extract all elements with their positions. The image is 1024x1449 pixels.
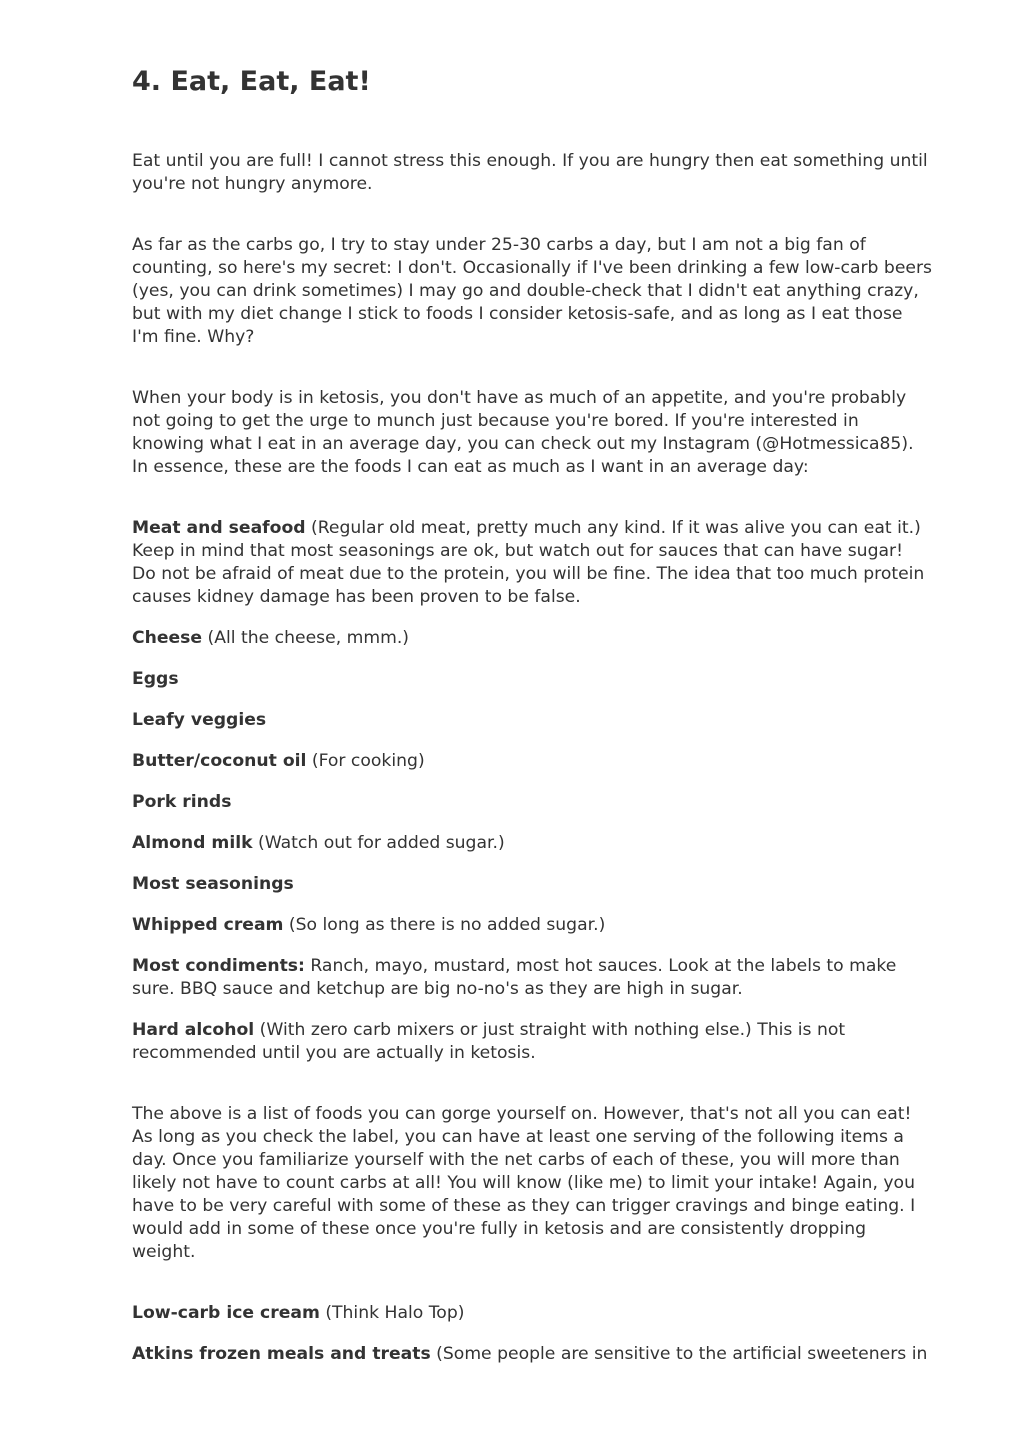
list-item — [132, 791, 932, 814]
food-name: Atkins frozen meals and treats — [132, 1344, 431, 1364]
free-foods-list — [132, 517, 932, 1065]
food-note: (Think Halo Top) — [319, 1303, 465, 1323]
food-note: (With zero carb mixers or just straight with nothing else.) This is not recommended until you are actually in ketosis. — [132, 1020, 846, 1063]
list-item — [132, 1019, 932, 1065]
food-note: (All the cheese, mmm.) — [202, 628, 410, 648]
food-note: (Watch out for added sugar.) — [252, 833, 505, 853]
list-item — [132, 709, 932, 732]
intro-paragraph-1: Eat until you are full! I cannot stress this enough. If you are hungry then eat something until you're not hungry anymore. — [132, 151, 928, 194]
food-note: (So long as there is no added sugar.) — [283, 915, 606, 935]
food-name: Most condiments: — [132, 956, 305, 976]
list-item — [132, 1343, 932, 1366]
food-name: Most seasonings — [132, 874, 294, 894]
limited-foods-list — [132, 1302, 932, 1366]
food-note: Ranch, mayo, mustard, most hot sauces. Look at the labels to make sure. BBQ sauce and ketchup are big no-no's as they are high in sugar. — [132, 956, 897, 999]
list-item — [132, 517, 932, 609]
food-name: Meat and seafood — [132, 518, 306, 538]
food-name: Whipped cream — [132, 915, 284, 935]
food-name: Almond milk — [132, 833, 253, 853]
list-item — [132, 914, 932, 937]
food-note: (Some people are sensitive to the artificial sweeteners in — [430, 1344, 928, 1364]
intro-paragraph-2: As far as the carbs go, I try to stay under 25-30 carbs a day, but I am not a big fan of counting, so here's my secret: I don't. Occasionally if I've been drinking a few low-carb beers (yes, you can drink sometimes) I may go and double-check that I didn't eat anything crazy, but with my diet change I stick to foods I consider ketosis-safe, and as long as I eat those I'm fine. Why? — [132, 235, 933, 347]
food-name: Cheese — [132, 628, 203, 648]
list-item — [132, 750, 932, 773]
food-name: Low-carb ice cream — [132, 1303, 320, 1323]
list-item — [132, 668, 932, 691]
section-spacer — [132, 1083, 932, 1103]
list-item — [132, 955, 932, 1001]
food-name: Hard alcohol — [132, 1020, 255, 1040]
list-item — [132, 627, 932, 650]
food-name: Eggs — [132, 669, 179, 689]
food-name: Pork rinds — [132, 792, 232, 812]
list-item — [132, 832, 932, 855]
food-note: (Regular old meat, pretty much any kind. If it was alive you can eat it.) Keep in mind that most seasonings are ok, but watch out for sauces that can have sugar! Do not be afraid of meat due to the protein, you will be fine. The idea that too much protein causes kidney damage has been proven to be false. — [132, 518, 925, 607]
food-note: (For cooking) — [306, 751, 425, 771]
list-item — [132, 873, 932, 896]
document-page — [132, 62, 932, 1384]
limited-foods-intro: The above is a list of foods you can gorge yourself on. However, that's not all you can eat! As long as you check the label, you can have at least one serving of the following items a day. Once you familiarize yourself with the net carbs of each of these, you will more than likely not have to count carbs at all! You will know (like me) to limit your intake! Again, you have to be very careful with some of these as they can trigger cravings and binge eating. I would add in some of these once you're fully in ketosis and are consistently dropping weight. — [132, 1104, 916, 1262]
section-heading: 4. Eat, Eat, Eat! — [132, 66, 371, 97]
list-item — [132, 1302, 932, 1325]
food-name: Butter/coconut oil — [132, 751, 307, 771]
intro-paragraph-3: When your body is in ketosis, you don't have as much of an appetite, and you're probably not going to get the urge to munch just because you're bored. If you're interested in knowing what I eat in an average day, you can check out my Instagram (@Hotmessica85). In essence, these are the foods I can eat as much as I want in an average day: — [132, 388, 914, 477]
food-name: Leafy veggies — [132, 710, 267, 730]
